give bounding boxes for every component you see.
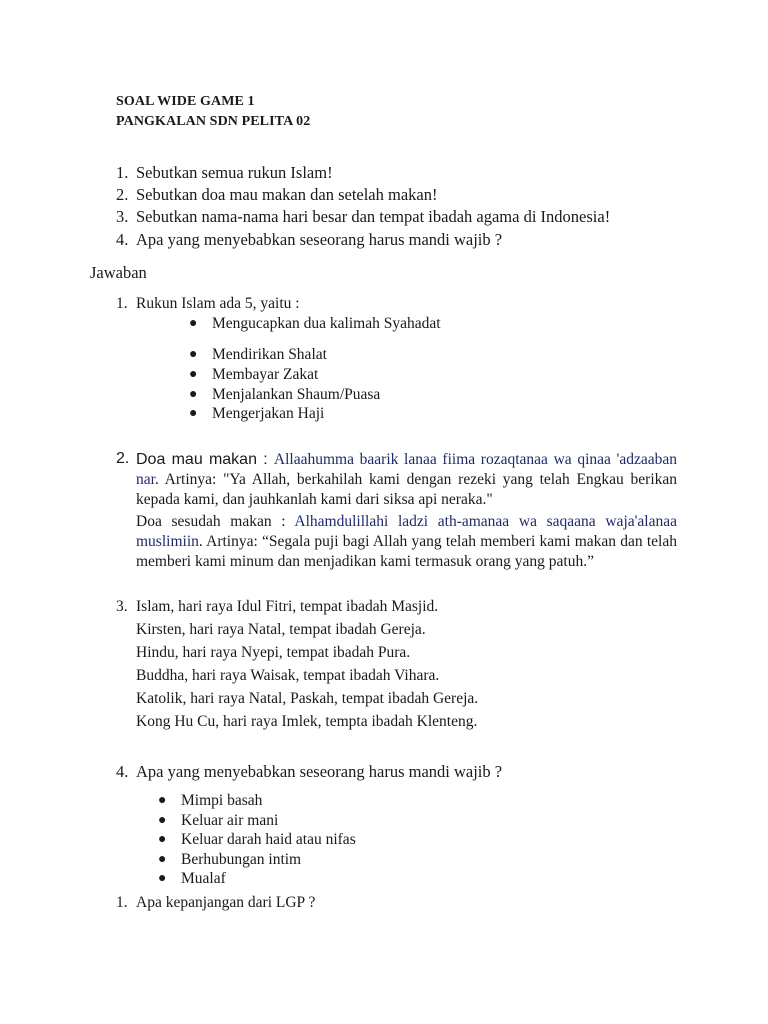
bullet-icon: ● (189, 316, 198, 331)
religion-line: Hindu, hari raya Nyepi, tempat ibadah Pura. (136, 644, 411, 661)
question-number: 2. (116, 185, 129, 204)
bullet-icon: ● (158, 813, 167, 828)
religion-line: Islam, hari raya Idul Fitri, tempat ibadah Masjid. (136, 598, 439, 615)
list-item: Keluar air mani (181, 812, 279, 829)
header-title: SOAL WIDE GAME 1 (116, 94, 255, 109)
doa-before-meal-paragraph (136, 450, 677, 510)
question-number: 1. (116, 163, 129, 182)
bullet-icon: ● (158, 832, 167, 847)
list-item: Mengucapkan dua kalimah Syahadat (212, 315, 441, 332)
list-item: Keluar darah haid atau nifas (181, 831, 356, 848)
doa-meaning: . Artinya: “Segala puji bagi Allah yang telah memberi kami makan dan telah memberi kami minum dan menjadikan kami termasuk orang yang patuh.” (136, 533, 677, 570)
question-text: Sebutkan nama-nama hari besar dan tempat ibadah agama di Indonesia! (136, 207, 611, 226)
list-item: Membayar Zakat (212, 366, 319, 383)
list-item: Mualaf (181, 870, 226, 887)
answer-intro: Rukun Islam ada 5, yaitu : (136, 295, 300, 312)
religion-line: Kirsten, hari raya Natal, tempat ibadah Gereja. (136, 621, 426, 638)
question-number: 1. (116, 894, 128, 911)
list-item: Mengerjakan Haji (212, 405, 325, 422)
answer-number: 4. (116, 762, 129, 781)
doa-label: Doa mau makan : (136, 451, 274, 468)
list-item: Mendirikan Shalat (212, 346, 327, 363)
question-number: 3. (116, 207, 129, 226)
bullet-icon: ● (158, 852, 167, 867)
doa-arabic-transliteration: Allaahumma baarik lanaa fiima rozaqtanaa wa qinaa 'adzaaban nar (136, 451, 678, 488)
religion-line: Katolik, hari raya Natal, Paskah, tempat ibadah Gereja. (136, 690, 479, 707)
answer-number: 3. (116, 598, 128, 615)
bullet-icon: ● (189, 387, 198, 402)
question-text: Sebutkan semua rukun Islam! (136, 163, 333, 182)
bullet-icon: ● (158, 793, 167, 808)
doa-label: Doa sesudah makan : (136, 513, 295, 530)
bullet-icon: ● (189, 367, 198, 382)
answers-heading: Jawaban (90, 263, 147, 282)
doa-arabic-transliteration: Alhamdulillahi ladzi ath-amanaa wa saqaana waja'alanaa muslimiin (136, 513, 677, 550)
religion-line: Kong Hu Cu, hari raya Imlek, tempta ibadah Klenteng. (136, 713, 478, 730)
bullet-icon: ● (189, 406, 198, 421)
bullet-icon: ● (189, 347, 198, 362)
answer-number: 2. (116, 450, 130, 467)
question-text: Sebutkan doa mau makan dan setelah makan! (136, 185, 438, 204)
question-number: 4. (116, 230, 129, 249)
bullet-icon: ● (158, 871, 167, 886)
religion-line: Buddha, hari raya Waisak, tempat ibadah Vihara. (136, 667, 440, 684)
question-text: Apa yang menyebabkan seseorang harus mandi wajib ? (136, 230, 503, 249)
header-subtitle: PANGKALAN SDN PELITA 02 (116, 114, 311, 129)
list-item: Menjalankan Shaum/Puasa (212, 386, 381, 403)
doa-after-meal-paragraph (136, 512, 677, 572)
answer-number: 1. (116, 295, 128, 312)
list-item: Mimpi basah (181, 792, 263, 809)
list-item: Berhubungan intim (181, 851, 302, 868)
doa-meaning: . Artinya: "Ya Allah, berkahilah kami dengan rezeki yang telah Engkau berikan kepada kami, dan jauhkanlah kami dari siksa api neraka." (136, 471, 677, 508)
answer-question: Apa yang menyebabkan seseorang harus mandi wajib ? (136, 762, 503, 781)
question-text: Apa kepanjangan dari LGP ? (136, 894, 316, 911)
